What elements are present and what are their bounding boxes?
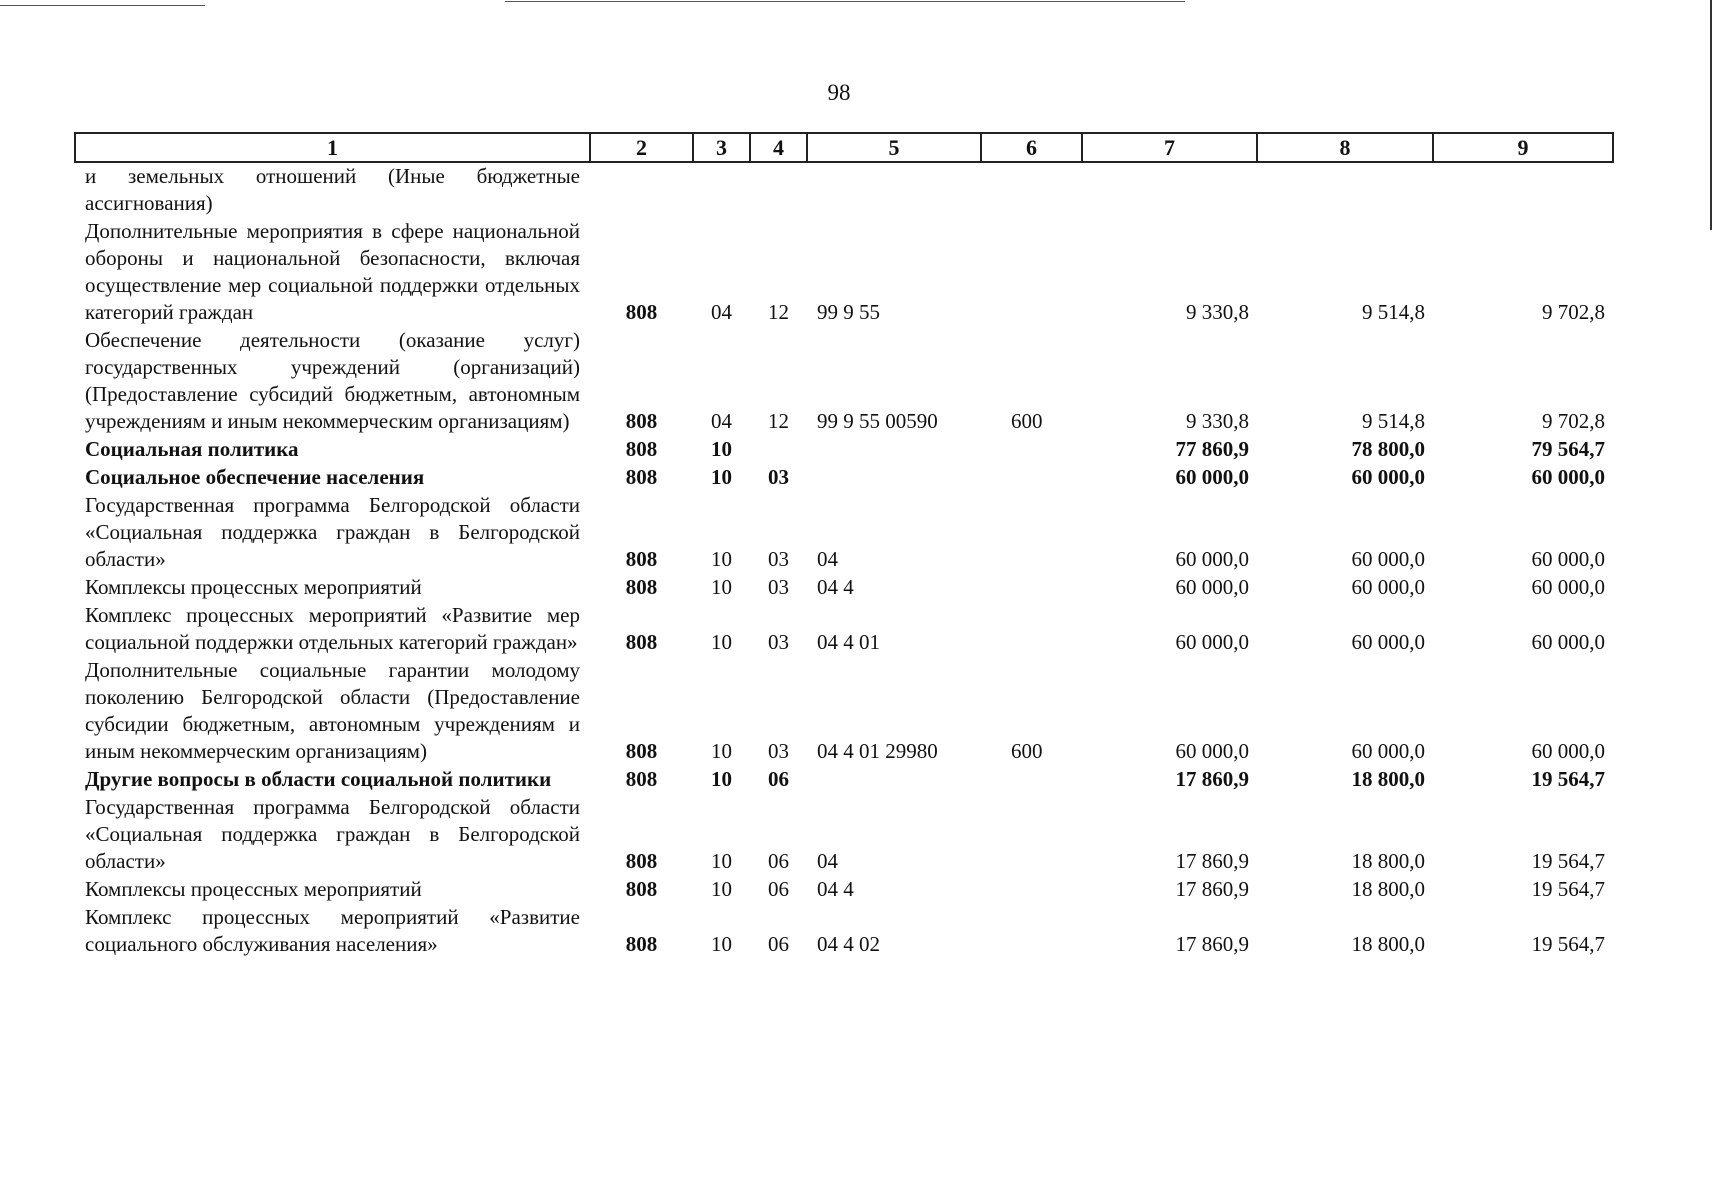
row-year1-amount: 17 860,9: [1175, 932, 1249, 956]
row-year3-amount: 60 000,0: [1531, 739, 1605, 763]
row-year1-amount: 17 860,9: [1175, 877, 1249, 901]
row-year2-amount: [1257, 162, 1433, 218]
row-pr-cell: 06: [768, 932, 789, 956]
row-year1-amount: 60 000,0: [1175, 465, 1249, 489]
row-pr-cell: [750, 162, 807, 218]
row-year1-amount: 60 000,0: [1175, 630, 1249, 654]
row-rz-cell: 10: [711, 877, 732, 901]
row-gr-cell: 808: [625, 739, 658, 763]
table-row: [75, 602, 1613, 657]
row-vr-cell: [981, 876, 1082, 904]
row-gr-cell: 808: [625, 465, 658, 489]
column-header: 1: [75, 133, 590, 162]
row-pr-cell: 03: [768, 547, 789, 571]
row-year2-amount: 18 800,0: [1351, 849, 1425, 873]
row-gr-cell: 808: [625, 437, 658, 461]
row-gr-cell: 808: [625, 547, 658, 571]
row-gr-cell: 808: [625, 575, 658, 599]
row-year3-amount: 9 702,8: [1542, 409, 1605, 433]
row-vr-cell: [981, 904, 1082, 959]
row-rz-cell: 10: [711, 767, 732, 791]
row-year3-amount: 60 000,0: [1531, 575, 1605, 599]
row-rz-cell: 10: [711, 932, 732, 956]
row-name-cell: Комплекс процессных мероприятий «Развитие мер социальной поддержки отдельных категорий граждан»: [85, 603, 580, 654]
row-year3-amount: 19 564,7: [1531, 877, 1605, 901]
row-rz-cell: 10: [711, 437, 732, 461]
row-cs-cell: 99 9 55 00590: [817, 409, 938, 433]
row-cs-cell: [807, 464, 981, 492]
table-row: [75, 327, 1613, 436]
row-name-cell: Другие вопросы в области социальной политики: [85, 767, 552, 791]
row-name-cell: Дополнительные социальные гарантии молодому поколению Белгородской области (Предоставление субсидии бюджетным, автономным учреждениям и иным некоммерческим организациям): [85, 658, 580, 763]
row-year1-amount: [1082, 162, 1257, 218]
row-year3-amount: 19 564,7: [1531, 932, 1605, 956]
budget-table: [74, 132, 1614, 959]
row-cs-cell: 04 4: [817, 575, 854, 599]
table-row: [75, 657, 1613, 766]
row-name-cell: Комплексы процессных мероприятий: [85, 575, 422, 599]
row-year2-amount: 18 800,0: [1351, 877, 1425, 901]
row-pr-cell: 06: [768, 877, 789, 901]
table-row: [75, 574, 1613, 602]
row-year2-amount: 18 800,0: [1351, 932, 1425, 956]
table-row: [75, 794, 1613, 876]
row-rz-cell: 10: [711, 465, 732, 489]
row-cs-cell: 04: [817, 547, 838, 571]
column-header: 5: [807, 133, 981, 162]
row-rz-cell: 04: [711, 300, 732, 324]
table-header-row: [75, 133, 1613, 162]
row-gr-cell: 808: [625, 630, 658, 654]
page-number: 98: [827, 80, 851, 105]
table-row: [75, 766, 1613, 794]
row-pr-cell: 12: [768, 409, 789, 433]
row-pr-cell: [750, 436, 807, 464]
table-row: [75, 162, 1613, 218]
row-vr-cell: [981, 574, 1082, 602]
row-rz-cell: 10: [711, 547, 732, 571]
row-cs-cell: 04: [817, 849, 838, 873]
row-rz-cell: 10: [711, 630, 732, 654]
row-rz-cell: 10: [711, 739, 732, 763]
scan-artifact-edge: [1710, 0, 1712, 230]
column-header: 2: [590, 133, 693, 162]
row-pr-cell: 03: [768, 575, 789, 599]
row-vr-cell: [981, 436, 1082, 464]
row-year3-amount: 79 564,7: [1531, 437, 1605, 461]
row-year1-amount: 9 330,8: [1186, 300, 1249, 324]
column-header: 9: [1433, 133, 1613, 162]
row-gr-cell: [590, 162, 693, 218]
row-year3-amount: [1433, 162, 1613, 218]
row-vr-cell: [981, 766, 1082, 794]
table-row: [75, 492, 1613, 574]
row-year3-amount: 9 702,8: [1542, 300, 1605, 324]
row-year2-amount: 60 000,0: [1351, 575, 1425, 599]
row-name-cell: Обеспечение деятельности (оказание услуг) государственных учреждений (организаций) (Предоставление субсидий бюджетным, автономным учреждениям и иным некоммерческим организациям): [85, 328, 580, 433]
row-year3-amount: 19 564,7: [1531, 767, 1605, 791]
row-rz-cell: 10: [711, 575, 732, 599]
row-year2-amount: 60 000,0: [1351, 547, 1425, 571]
row-cs-cell: 04 4: [817, 877, 854, 901]
row-gr-cell: 808: [625, 877, 658, 901]
row-rz-cell: 10: [711, 849, 732, 873]
row-cs-cell: [807, 766, 981, 794]
table-row: [75, 218, 1613, 327]
table-body: [75, 162, 1613, 959]
row-cs-cell: [807, 436, 981, 464]
column-header: 3: [693, 133, 750, 162]
row-year3-amount: 60 000,0: [1531, 547, 1605, 571]
row-year1-amount: 17 860,9: [1175, 767, 1249, 791]
row-cs-cell: 04 4 01: [817, 630, 880, 654]
row-pr-cell: 03: [768, 739, 789, 763]
row-gr-cell: 808: [625, 849, 658, 873]
row-vr-cell: 600: [1011, 739, 1043, 763]
row-year2-amount: 60 000,0: [1351, 465, 1425, 489]
table-row: [75, 464, 1613, 492]
column-header: 4: [750, 133, 807, 162]
row-pr-cell: 03: [768, 465, 789, 489]
table-row: [75, 436, 1613, 464]
row-vr-cell: [981, 464, 1082, 492]
row-name-cell: Социальная политика: [85, 437, 299, 461]
row-gr-cell: 808: [625, 767, 658, 791]
row-gr-cell: 808: [625, 932, 658, 956]
row-gr-cell: 808: [625, 409, 658, 433]
row-pr-cell: 06: [768, 767, 789, 791]
row-cs-cell: [807, 162, 981, 218]
row-year2-amount: 60 000,0: [1351, 630, 1425, 654]
column-header: 7: [1082, 133, 1257, 162]
row-pr-cell: 12: [768, 300, 789, 324]
row-year1-amount: 17 860,9: [1175, 849, 1249, 873]
row-cs-cell: 04 4 02: [817, 932, 880, 956]
scan-artifact-line: [505, 1, 1185, 2]
table-row: [75, 904, 1613, 959]
row-year2-amount: 60 000,0: [1351, 739, 1425, 763]
row-name-cell: Дополнительные мероприятия в сфере национальной обороны и национальной безопасности, включая осуществление мер социальной поддержки отдельных категорий граждан: [85, 219, 580, 324]
row-vr-cell: [981, 602, 1082, 657]
row-name-cell: Комплекс процессных мероприятий «Развитие социального обслуживания населения»: [85, 905, 580, 956]
row-year1-amount: 77 860,9: [1175, 437, 1249, 461]
row-pr-cell: 03: [768, 630, 789, 654]
table-row: [75, 876, 1613, 904]
row-rz-cell: [693, 162, 750, 218]
row-vr-cell: [981, 794, 1082, 876]
row-year2-amount: 78 800,0: [1351, 437, 1425, 461]
row-year1-amount: 60 000,0: [1175, 575, 1249, 599]
row-gr-cell: 808: [625, 300, 658, 324]
row-rz-cell: 04: [711, 409, 732, 433]
row-name-cell: Государственная программа Белгородской области «Социальная поддержка граждан в Белгородской области»: [85, 795, 580, 873]
row-year2-amount: 9 514,8: [1362, 300, 1425, 324]
row-name-cell: и земельных отношений (Иные бюджетные ассигнования): [85, 164, 580, 215]
row-vr-cell: 600: [1011, 409, 1043, 433]
row-year1-amount: 60 000,0: [1175, 739, 1249, 763]
row-vr-cell: [981, 162, 1082, 218]
row-year3-amount: 19 564,7: [1531, 849, 1605, 873]
column-header: 6: [981, 133, 1082, 162]
row-year3-amount: 60 000,0: [1531, 630, 1605, 654]
row-cs-cell: 99 9 55: [817, 300, 880, 324]
row-name-cell: Социальное обеспечение населения: [85, 465, 425, 489]
row-year1-amount: 9 330,8: [1186, 409, 1249, 433]
row-vr-cell: [981, 492, 1082, 574]
row-pr-cell: 06: [768, 849, 789, 873]
row-year2-amount: 9 514,8: [1362, 409, 1425, 433]
row-year3-amount: 60 000,0: [1531, 465, 1605, 489]
row-name-cell: Комплексы процессных мероприятий: [85, 877, 422, 901]
row-name-cell: Государственная программа Белгородской области «Социальная поддержка граждан в Белгородской области»: [85, 493, 580, 571]
column-header: 8: [1257, 133, 1433, 162]
row-year1-amount: 60 000,0: [1175, 547, 1249, 571]
scan-artifact-line: [0, 5, 205, 6]
row-vr-cell: [981, 218, 1082, 327]
row-year2-amount: 18 800,0: [1351, 767, 1425, 791]
row-cs-cell: 04 4 01 29980: [817, 739, 938, 763]
